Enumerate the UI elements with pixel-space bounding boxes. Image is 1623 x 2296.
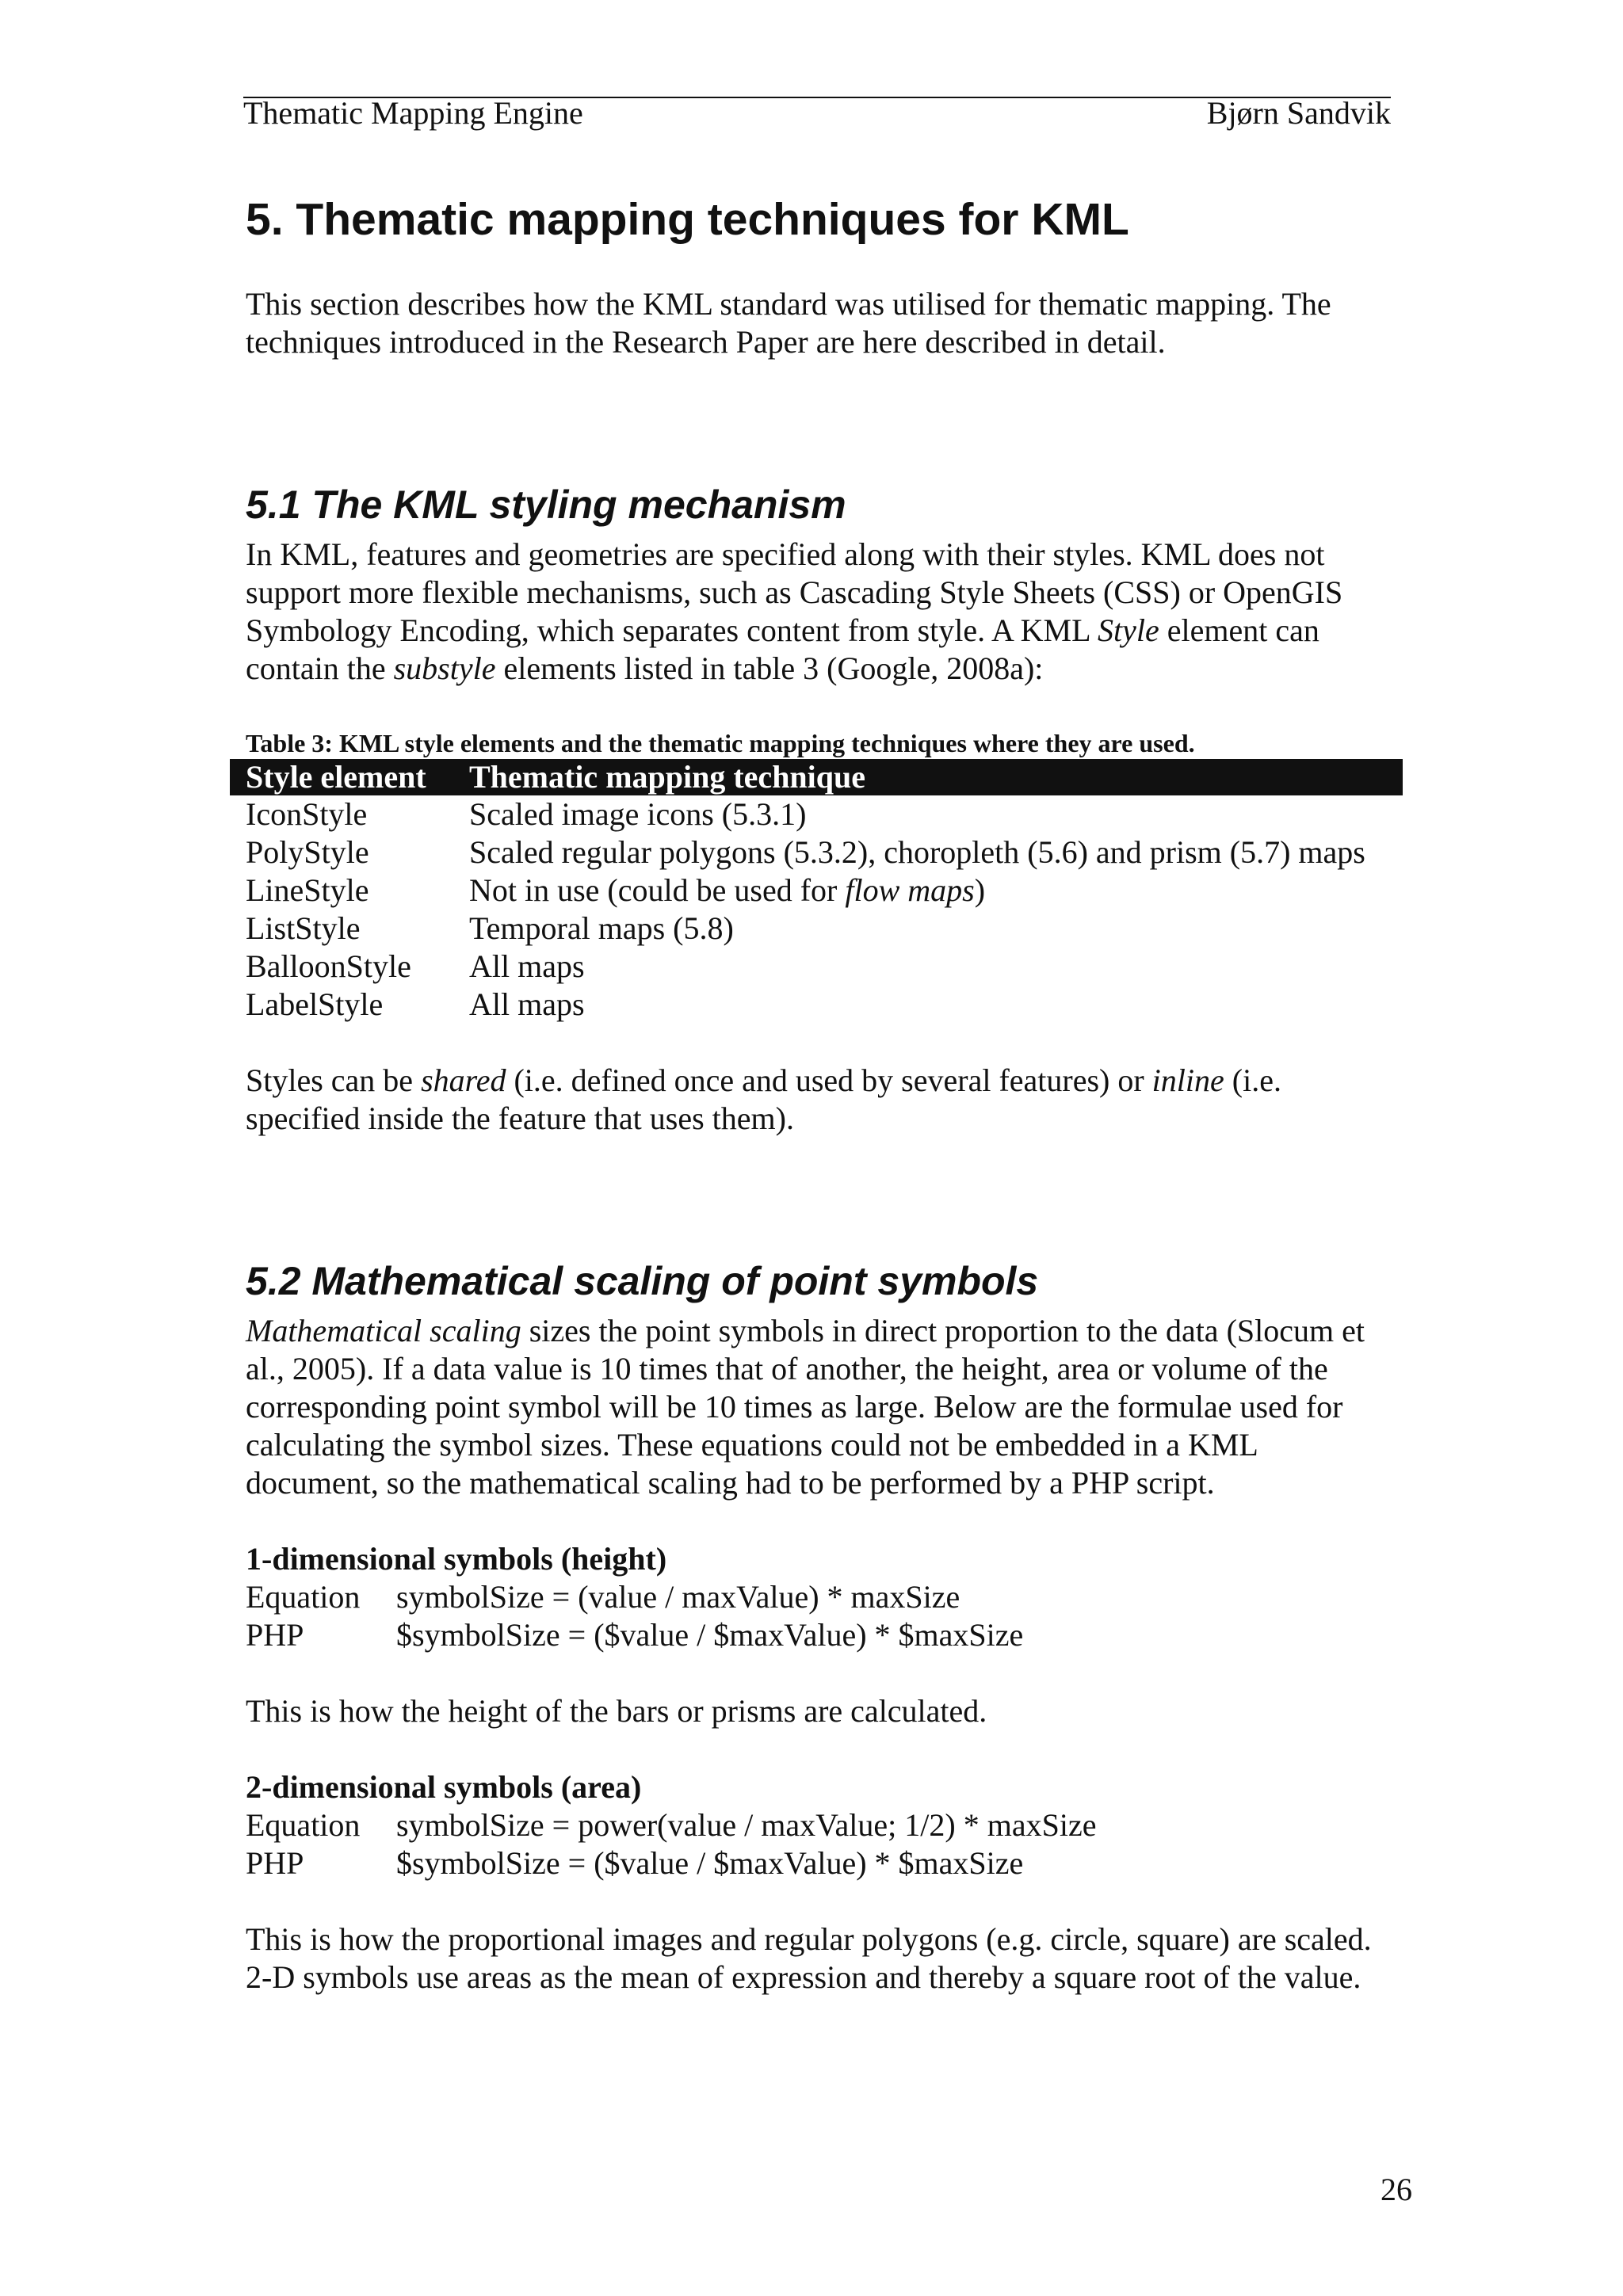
table-cell-technique: Scaled regular polygons (5.3.2), choropleth (5.6) and prism (5.7) maps bbox=[469, 834, 1365, 870]
php-label: PHP bbox=[246, 1845, 304, 1881]
table-cell-element: ListStyle bbox=[246, 910, 361, 946]
table-cell-technique: All maps bbox=[469, 948, 585, 984]
php-label: PHP bbox=[246, 1617, 304, 1653]
page-number: 26 bbox=[1381, 2172, 1412, 2207]
one-dimensional-heading: 1-dimensional symbols (height) bbox=[246, 1541, 667, 1577]
table-row bbox=[230, 833, 1403, 871]
section-title: 5. Thematic mapping techniques for KML bbox=[246, 194, 1129, 245]
one-dimensional-note: This is how the height of the bars or prisms are calculated. bbox=[246, 1693, 987, 1729]
style-elements-table bbox=[230, 759, 1403, 1024]
table-caption: Table 3: KML style elements and the thematic mapping techniques where they are used. bbox=[246, 729, 1195, 757]
equation-text: symbolSize = power(value / maxValue; 1/2) * maxSize bbox=[396, 1807, 1097, 1843]
php-code: $symbolSize = ($value / $maxValue) * $maxSize bbox=[396, 1845, 1024, 1881]
equation-label: Equation bbox=[246, 1579, 361, 1615]
table-row bbox=[230, 986, 1403, 1024]
equation-label: Equation bbox=[246, 1807, 361, 1843]
subsection-5-2-title: 5.2 Mathematical scaling of point symbols bbox=[246, 1259, 1039, 1303]
table-cell-technique: Not in use (could be used for flow maps) bbox=[469, 872, 986, 908]
table-cell-element: IconStyle bbox=[246, 796, 368, 832]
table-cell-element: LineStyle bbox=[246, 872, 369, 908]
subsection-5-1-title: 5.1 The KML styling mechanism bbox=[246, 482, 846, 527]
one-dimensional-equation-row bbox=[246, 1578, 1392, 1616]
table-row bbox=[230, 948, 1403, 986]
section-intro: This section describes how the KML standard was utilised for thematic mapping. The techniques introduced in the Research Paper are here described in detail. bbox=[246, 286, 1331, 360]
table-row bbox=[230, 910, 1403, 948]
styles-shared-inline-paragraph: Styles can be shared (i.e. defined once and used by several features) or inline (i.e. specified inside the feature that uses them). bbox=[246, 1062, 1281, 1136]
table-cell-element: LabelStyle bbox=[246, 986, 384, 1022]
running-header bbox=[243, 93, 1391, 131]
table-cell-technique: Scaled image icons (5.3.1) bbox=[469, 796, 807, 832]
table-cell-element: BalloonStyle bbox=[246, 948, 411, 984]
table-header-row bbox=[230, 759, 1403, 795]
table-cell-technique: Temporal maps (5.8) bbox=[469, 910, 734, 946]
header-title: Thematic Mapping Engine bbox=[243, 95, 583, 131]
page-content bbox=[246, 192, 1392, 1997]
subsection-5-1-paragraph: In KML, features and geometries are specified along with their styles. KML does not support more flexible mechanisms, such as Cascading Style Sheets (CSS) or OpenGIS Symbology Encoding, which separates content from style. A KML Style element can contain the substyle elements listed in table 3 (Google, 2008a): bbox=[246, 536, 1343, 686]
two-dimensional-note: This is how the proportional images and regular polygons (e.g. circle, square) are scaled. 2-D symbols use areas as the mean of expression and thereby a square root of the value. bbox=[246, 1921, 1372, 1995]
one-dimensional-php-row bbox=[246, 1616, 1392, 1654]
table-row bbox=[230, 795, 1403, 833]
two-dimensional-php-row bbox=[246, 1844, 1392, 1882]
equation-text: symbolSize = (value / maxValue) * maxSize bbox=[396, 1579, 960, 1615]
header-author: Bjørn Sandvik bbox=[1206, 95, 1391, 131]
table-cell-element: PolyStyle bbox=[246, 834, 369, 870]
table-header-technique: Thematic mapping technique bbox=[469, 759, 1403, 795]
two-dimensional-heading: 2-dimensional symbols (area) bbox=[246, 1769, 642, 1805]
php-code: $symbolSize = ($value / $maxValue) * $maxSize bbox=[396, 1617, 1024, 1653]
table-cell-technique: All maps bbox=[469, 986, 585, 1022]
table-header-style-element: Style element bbox=[230, 759, 469, 795]
two-dimensional-equation-row bbox=[246, 1806, 1392, 1844]
subsection-5-2-paragraph: Mathematical scaling sizes the point symbols in direct proportion to the data (Slocum et al., 2005). If a data value is 10 times that of another, the height, area or volume of the corresponding point symbol will be 10 times as large. Below are the formulae used for calculating the symbol sizes. These equations could not be embedded in a KML document, so the mathematical scaling had to be performed by a PHP script. bbox=[246, 1313, 1365, 1501]
table-row bbox=[230, 871, 1403, 910]
